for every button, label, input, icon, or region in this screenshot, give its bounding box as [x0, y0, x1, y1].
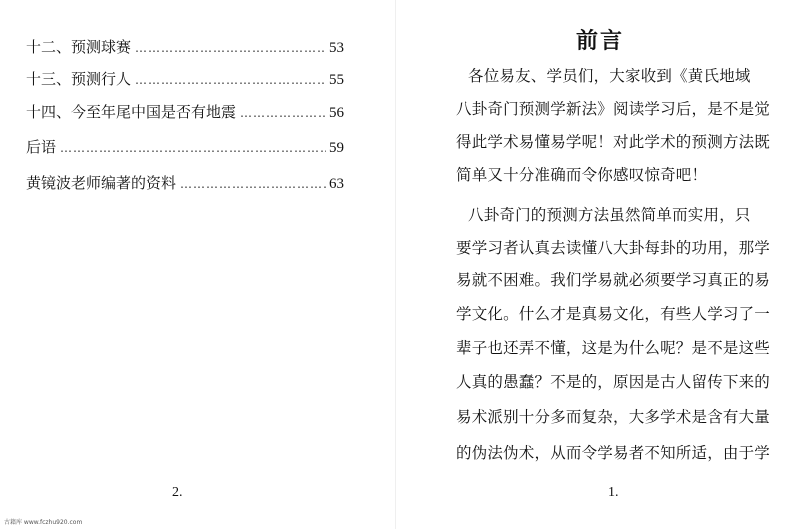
toc-entry-page: 56	[329, 105, 344, 121]
body-line: 八卦奇门预测学新法》阅读学习后，是不是觉	[456, 100, 771, 118]
toc-entry-page: 63	[329, 176, 344, 192]
body-line: 得此学术易懂易学呢！对此学术的预测方法既	[456, 133, 771, 151]
body-line: 要学习者认真去读懂八大卦每卦的功用，那学	[456, 239, 771, 257]
body-line: 辈子也还弄不懂，这是为什么呢？是不是这些	[456, 339, 771, 357]
body-line: 八卦奇门的预测方法虽然简单而实用，只	[468, 206, 751, 224]
toc-entry[interactable]	[26, 36, 344, 57]
body-line: 人真的愚蠢？不是的，原因是古人留传下来的	[456, 373, 771, 391]
toc-entry[interactable]	[26, 101, 344, 122]
toc-entry-page: 53	[329, 40, 344, 56]
toc-leader-dots	[180, 177, 326, 191]
toc-entry-page: 55	[329, 72, 344, 88]
right-page	[396, 0, 793, 529]
body-line: 易就不困难。我们学易就必须要学习真正的易	[456, 271, 771, 289]
toc-entry-title: 黄镜波老师编著的资料	[26, 174, 177, 192]
toc-entry-title: 后语	[26, 138, 57, 156]
toc-entry-title: 十三、预测行人	[26, 70, 132, 88]
toc-leader-dots	[135, 73, 326, 87]
toc-entry-page: 59	[329, 140, 344, 156]
body-line: 各位易友、学员们，大家收到《黄氏地域	[468, 67, 751, 85]
toc-leader-dots	[240, 106, 326, 120]
toc-leader-dots	[135, 41, 326, 55]
toc-entry[interactable]	[26, 68, 344, 89]
toc-entry[interactable]	[26, 172, 344, 193]
body-line: 简单又十分准确而令你感叹惊奇吧！	[456, 166, 708, 184]
page-title: 前言	[576, 29, 625, 54]
site-watermark: 古籍库 www.fczhu920.com	[4, 519, 83, 526]
left-page	[0, 0, 396, 529]
toc-entry-title: 十四、今至年尾中国是否有地震	[26, 103, 237, 121]
body-line: 的伪法伪术，从而令学易者不知所适，由于学	[456, 444, 771, 462]
right-page-number: 1.	[608, 485, 619, 500]
body-line: 学文化。什么才是真易文化，有些人学习了一	[456, 305, 771, 323]
toc-entry-title: 十二、预测球赛	[26, 38, 132, 56]
toc-leader-dots	[60, 141, 326, 155]
body-line: 易术派别十分多而复杂，大多学术是含有大量	[456, 408, 771, 426]
toc-entry[interactable]	[26, 136, 344, 157]
left-page-number: 2.	[172, 485, 183, 500]
